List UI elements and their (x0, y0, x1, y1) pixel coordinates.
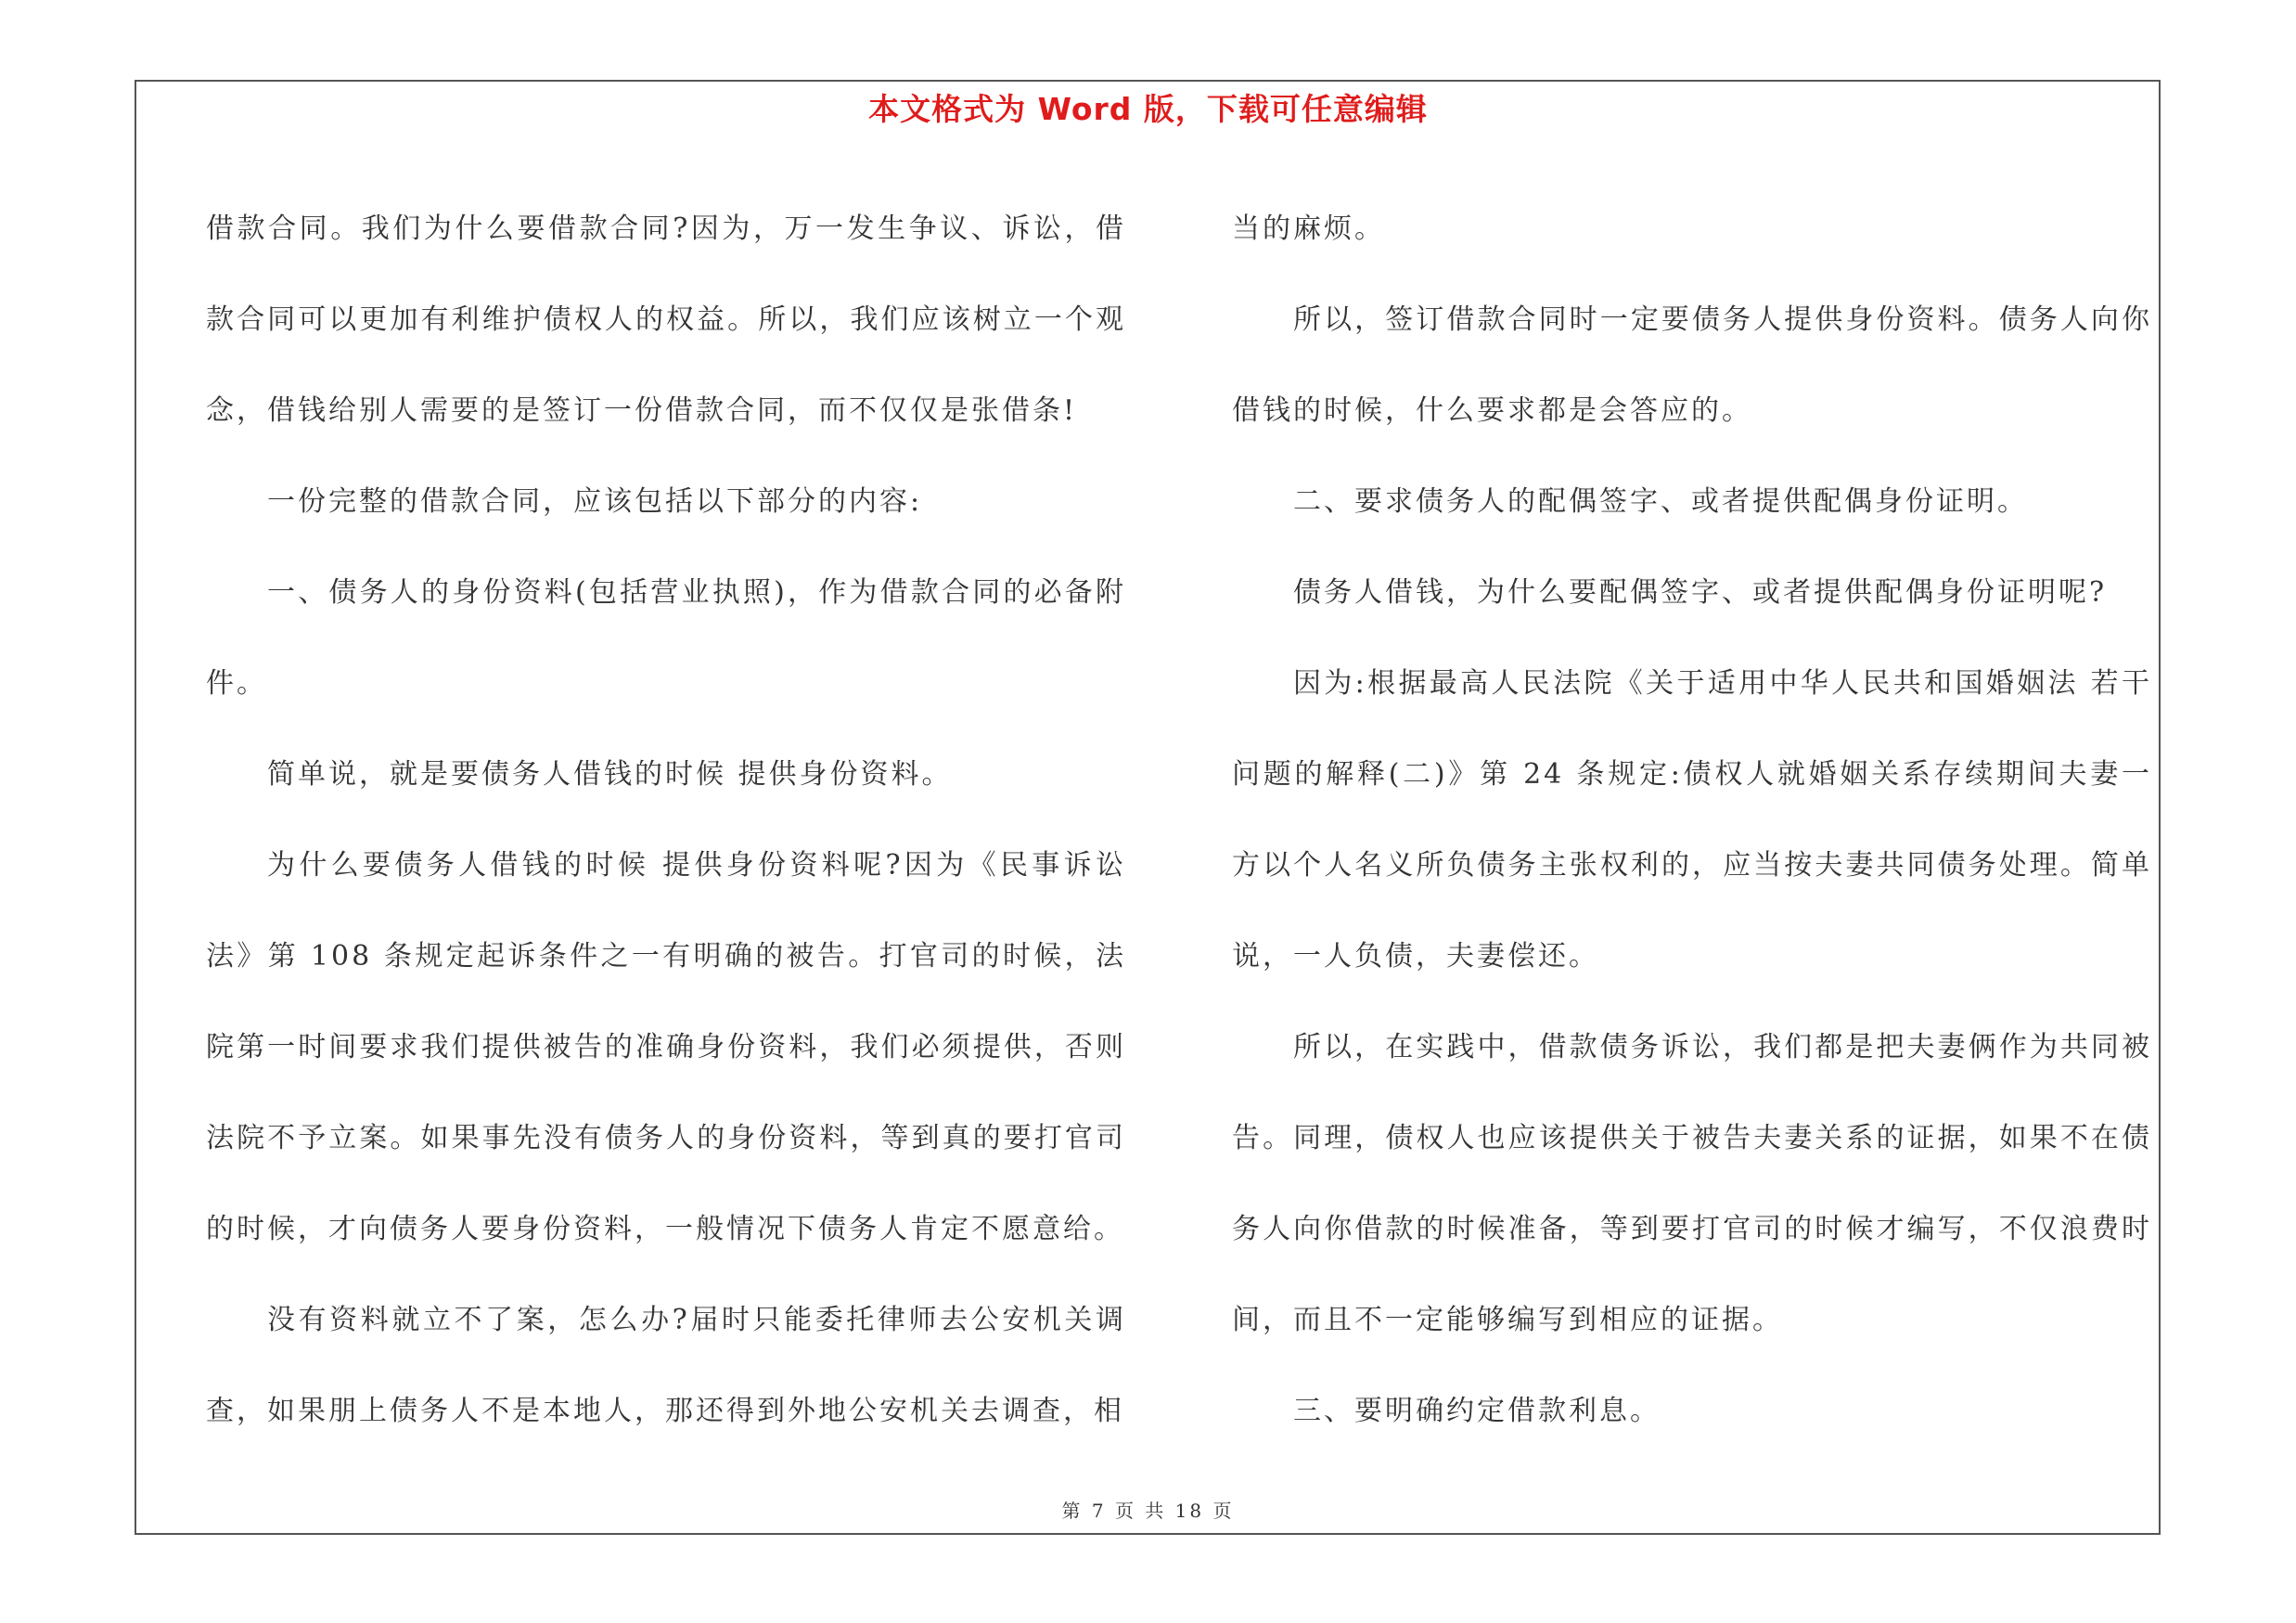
paragraph-no-documents: 没有资料就立不了案，怎么办?届时只能委托律师去公安机关调查，如果朋上债务人不是本地人，那还得到外地公安机关去调查，相 (206, 1304, 1126, 1427)
paragraph-joint-defendants: 所以，在实践中，借款债务诉讼，我们都是把夫妻俩作为共同被告。同理，债权人也应该提供关于被告夫妻关系的证据，如果不在债务人向你借款的时候准备，等到要打官司的时候才编写，不仅浪费时间，而且不一定能够编写到相应的证据。 (1232, 1031, 2152, 1336)
paragraph-contents-heading: 一份完整的借款合同，应该包括以下部分的内容: (267, 485, 923, 518)
right-column (1232, 184, 2152, 1457)
paragraph-why-spouse: 债务人借钱，为什么要配偶签字、或者提供配偶身份证明呢? (1293, 576, 2108, 609)
paragraph-section-three: 三、要明确约定借款利息。 (1293, 1395, 1661, 1427)
paragraph-marriage-law: 因为:根据最高人民法院《关于适用中华人民共和国婚姻法 若干问题的解释(二)》第 24 条规定:债权人就婚姻关系存续期间夫妻一方以个人名义所负债务主张权利的，应当按夫妻共同债务处理。简单说，一人负债，夫妻偿还。 (1232, 667, 2152, 973)
paragraph-section-two: 二、要求债务人的配偶签字、或者提供配偶身份证明。 (1293, 485, 2028, 518)
paragraph-simple-summary: 简单说，就是要债务人借钱的时候 提供身份资料。 (267, 758, 953, 791)
left-column (206, 184, 1126, 1457)
word-format-notice: 本文格式为 Word 版，下载可任意编辑 (868, 91, 1428, 127)
paragraph-civil-procedure: 为什么要债务人借钱的时候 提供身份资料呢?因为《民事诉讼法》第 108 条规定起诉条件之一有明确的被告。打官司的时候，法院第一时间要求我们提供被告的准确身份资料，我们必须提供，否则法院不予立案。如果事先没有债务人的身份资料，等到真的要打官司的时候，才向债务人要身份资料，一般情况下债务人肯定不愿意给。 (206, 849, 1126, 1245)
paragraph-require-id: 所以，签订借款合同时一定要债务人提供身份资料。债务人向你借钱的时候，什么要求都是会答应的。 (1232, 303, 2152, 427)
paragraph-trouble: 当的麻烦。 (1232, 213, 1385, 245)
page-number: 第 7 页 共 18 页 (1061, 1500, 1235, 1522)
paragraph-section-one: 一、债务人的身份资料(包括营业执照)，作为借款合同的必备附件。 (206, 576, 1126, 700)
paragraph-contract-intro: 借款合同。我们为什么要借款合同?因为，万一发生争议、诉讼，借款合同可以更加有利维护债权人的权益。所以，我们应该树立一个观念，借钱给别人需要的是签订一份借款合同，而不仅仅是张借条! (206, 213, 1126, 427)
